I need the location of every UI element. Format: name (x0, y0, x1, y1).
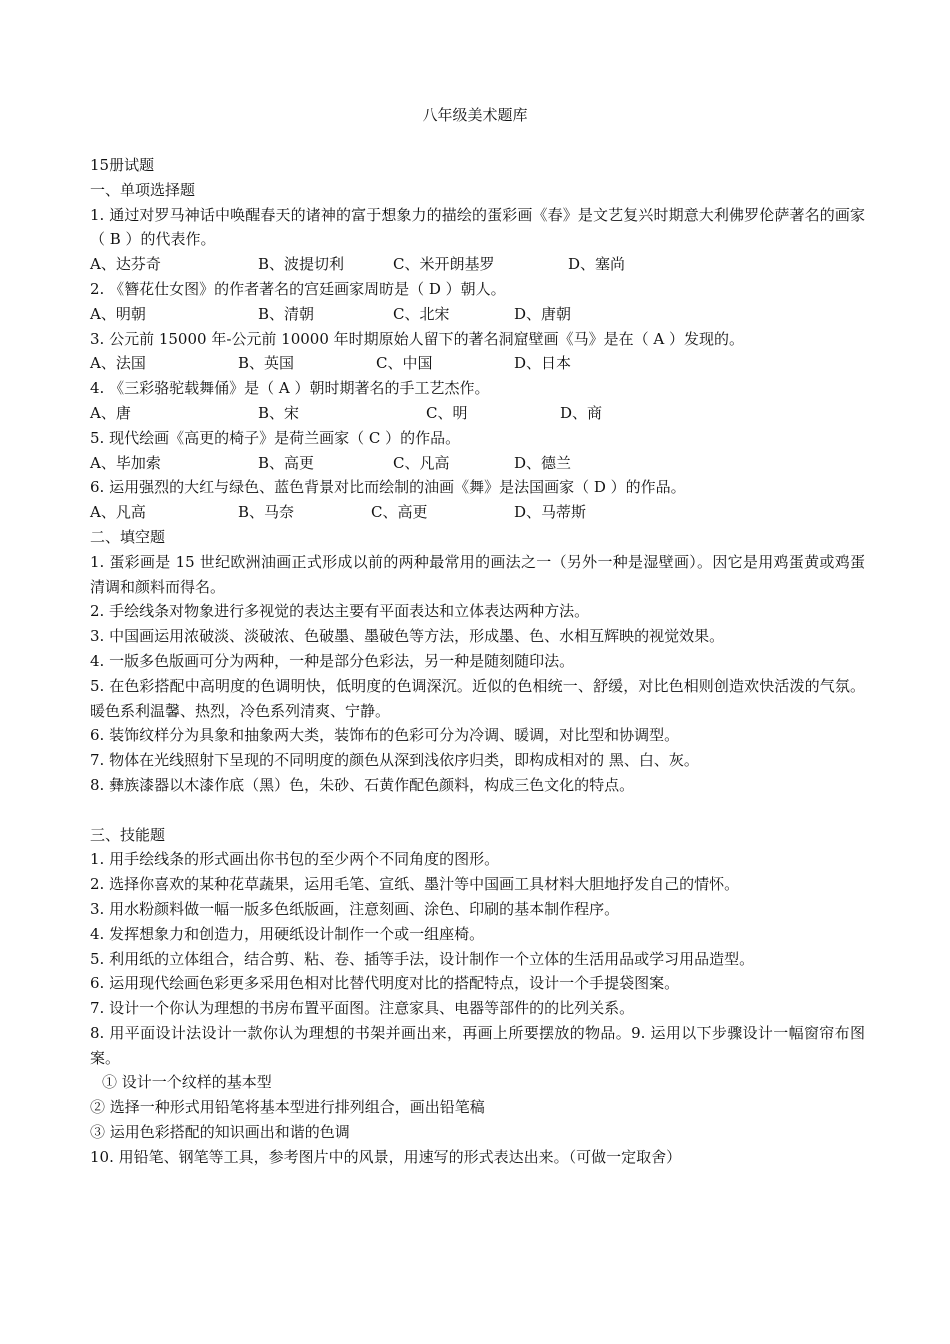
skill-item-1: 1. 用手绘线条的形式画出你书包的至少两个不同角度的图形。 (90, 850, 500, 869)
options-row-4 (90, 401, 865, 426)
skill-item-7: 7. 设计一个你认为理想的书房布置平面图。注意家具、电器等部件的的比列关系。 (90, 999, 635, 1018)
document-title: 八年级美术题库 (422, 106, 528, 124)
skill-item-5: 5. 利用纸的立体组合，结合剪、粘、卷、插等手法，设计制作一个立体的生活用品或学习用品造型。 (90, 949, 755, 968)
fill-item-4: 4. 一版多色版画可分为两种，一种是部分色彩法，另一种是随刻随印法。 (90, 651, 575, 670)
skill-item-2: 2. 选择你喜欢的某种花草蔬果，运用毛笔、宣纸、墨汁等中国画工具材料大胆地抒发自己的情怀。 (90, 875, 740, 894)
option-d: D、塞尚 (568, 255, 626, 274)
skill-step-1: ① 设计一个纹样的基本型 (102, 1073, 272, 1092)
skill-step-3: ③ 运用色彩搭配的知识画出和谐的色调 (90, 1123, 350, 1142)
options-row-2 (90, 302, 865, 327)
question-3: 3. 公元前 15000 年-公元前 10000 年时期原始人留下的著名洞窟壁画《马》是在（ A ）发现的。 (90, 329, 745, 348)
fill-item-8: 8. 彝族漆器以木漆作底（黑）色，朱砂、石黄作配色颜料，构成三色文化的特点。 (90, 775, 635, 794)
section-heading-choice: 一、单项选择题 (90, 180, 196, 199)
fill-item-2: 2. 手绘线条对物象进行多视觉的表达主要有平面表达和立体表达两种方法。 (90, 602, 590, 621)
skill-item-10: 10. 用铅笔、钢笔等工具，参考图片中的风景，用速写的形式表达出来。（可做一定取舍） (90, 1147, 682, 1166)
question-1: 1. 通过对罗马神话中唤醒春天的诸神的富于想象力的描绘的蛋彩画《春》是文艺复兴时期意大利佛罗伦萨著名的画家（ B ）的代表作。 (90, 205, 865, 249)
question-2: 2. 《簪花仕女图》的作者著名的宫廷画家周昉是（ D ）朝人。 (90, 279, 506, 298)
fill-item-7: 7. 物体在光线照射下呈现的不同明度的颜色从深到浅依序归类，即构成相对的 黑、白、灰。 (90, 751, 699, 770)
fill-item-5: 5. 在色彩搭配中高明度的色调明快，低明度的色调深沉。近似的色相统一、舒缓，对比色相则创造欢快活泼的气氛。暖色系利温馨、热烈，冷色系列清爽、宁静。 (90, 676, 865, 720)
question-6: 6. 运用强烈的大红与绿色、蓝色背景对比而绘制的油画《舞》是法国画家（ D ）的作品。 (90, 478, 686, 497)
option-a: A、唐 (90, 403, 131, 422)
skill-item-3: 3. 用水粉颜料做一幅一版多色纸版画，注意刻画、涂色、印刷的基本制作程序。 (90, 899, 620, 918)
section-heading-skill: 三、技能题 (90, 825, 166, 844)
option-b: B、马奈 (238, 503, 295, 522)
fill-item-3: 3. 中国画运用浓破淡、淡破浓、色破墨、墨破色等方法，形成墨、色、水相互辉映的视觉效果。 (90, 627, 725, 646)
option-d: D、德兰 (514, 453, 572, 472)
spacer (90, 798, 865, 823)
option-d: D、唐朝 (514, 304, 572, 323)
skill-item-6: 6. 运用现代绘画色彩更多采用色相对比替代明度对比的搭配特点，设计一个手提袋图案。 (90, 974, 680, 993)
skill-item-8: 8. 用平面设计法设计一款你认为理想的书架并画出来，再画上所要摆放的物品。9. 运用以下步骤设计一幅窗帘布图案。 (90, 1023, 865, 1067)
option-b: B、波提切利 (258, 255, 345, 274)
option-a: A、达芬奇 (90, 255, 161, 274)
option-c: C、高更 (371, 503, 428, 522)
option-c: C、凡高 (393, 453, 450, 472)
option-a: A、毕加索 (90, 453, 161, 472)
options-row-6 (90, 500, 865, 525)
volume-label: 15册试题 (90, 156, 155, 174)
option-d: D、马蒂斯 (514, 503, 587, 522)
option-b: B、清朝 (258, 304, 315, 323)
question-4: 4. 《三彩骆驼载舞俑》是（ A ）朝时期著名的手工艺杰作。 (90, 379, 490, 398)
skill-step-2: ② 选择一种形式用铅笔将基本型进行排列组合，画出铅笔稿 (90, 1098, 485, 1117)
option-d: D、日本 (514, 354, 572, 373)
option-b: B、英国 (238, 354, 295, 373)
options-row-3 (90, 351, 865, 376)
options-row-1 (90, 252, 865, 277)
skill-item-4: 4. 发挥想象力和创造力，用硬纸设计制作一个或一组座椅。 (90, 924, 485, 943)
options-row-5 (90, 451, 865, 476)
question-5: 5. 现代绘画《高更的椅子》是荷兰画家（ C ）的作品。 (90, 428, 461, 447)
option-c: C、中国 (376, 354, 433, 373)
option-a: A、法国 (90, 354, 146, 373)
option-c: C、北宋 (393, 304, 450, 323)
option-b: B、高更 (258, 453, 315, 472)
document-body (90, 153, 865, 1170)
option-c: C、明 (426, 403, 468, 422)
option-a: A、明朝 (90, 304, 146, 323)
option-b: B、宋 (258, 403, 300, 422)
fill-item-1: 1. 蛋彩画是 15 世纪欧洲油画正式形成以前的两种最常用的画法之一（另外一种是湿壁画）。因它是用鸡蛋黄或鸡蛋清调和颜料而得名。 (90, 552, 865, 596)
option-a: A、凡高 (90, 503, 146, 522)
section-heading-fill: 二、填空题 (90, 527, 166, 546)
option-c: C、米开朗基罗 (393, 255, 495, 274)
fill-item-6: 6. 装饰纹样分为具象和抽象两大类，装饰布的色彩可分为冷调、暖调，对比型和协调型。 (90, 726, 680, 745)
option-d: D、商 (560, 403, 603, 422)
